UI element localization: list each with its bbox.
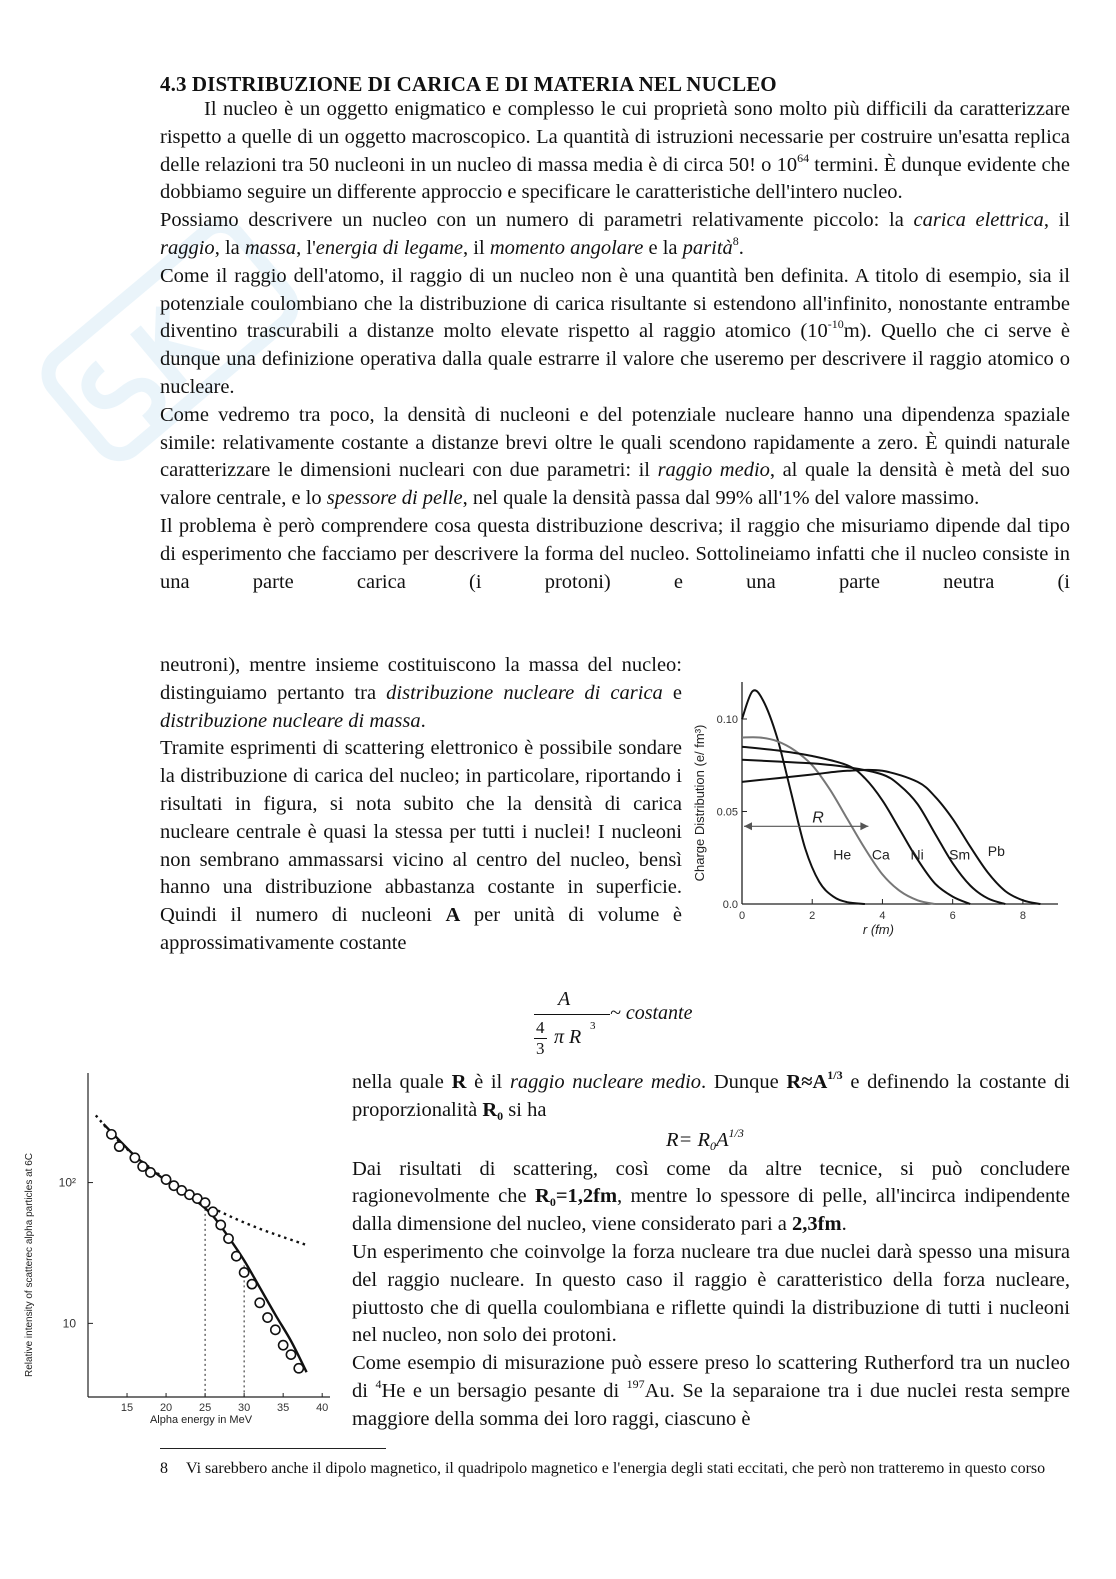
- formula-numerator: A: [558, 988, 571, 1010]
- x-axis-label: Alpha energy in MeV: [149, 1414, 253, 1426]
- charge-distribution-chart: [686, 672, 1076, 944]
- x-tick-label: 25: [198, 1402, 212, 1414]
- x-tick-label: 8: [1019, 910, 1026, 922]
- radius-label: R: [812, 809, 824, 827]
- x-tick-label: 35: [277, 1402, 290, 1414]
- footnote-ref[interactable]: 8: [732, 233, 739, 248]
- paragraph-3: Come il raggio dell'atomo, il raggio di un nucleo non è una quantità ben definita. A titolo di esempio, sia il potenziale coulombiano che la distribuzione di carica risultante si estendono all'infinito, nonostante entrambe diventino trascurabili a distanze molto elevate rispetto al raggio atomico $(10^{-10}m)$. Quello che ci serve è dunque una definizione operativa dalla quale estrarre il valore che useremo per descrivere il raggio atomico o nucleare.: [160, 264, 1070, 398]
- x-tick-label: 30: [238, 1402, 251, 1414]
- x-tick-label: 20: [159, 1402, 173, 1414]
- data-point: [161, 1175, 170, 1184]
- x-tick-label: 15: [120, 1402, 134, 1414]
- radius-arrowhead-right: [860, 822, 868, 830]
- formula-radius: $R= R_0A^{1/3}$: [666, 1125, 744, 1153]
- x-tick-label: 2: [809, 910, 816, 922]
- paragraph-10: Come esempio di misurazione può essere preso lo scattering Rutherford tra un nucleo di $^4$He e un bersagio pesante di $^{197}$Au. Se la separaione tra i due nuclei resta sempre maggiore della somma dei loro raggi, ciascuno è: [352, 1352, 1070, 1430]
- data-point: [263, 1313, 272, 1322]
- x-tick-label: 0: [738, 910, 746, 922]
- section-heading: 4.3 DISTRIBUZIONE DI CARICA E DI MATERIA NEL NUCLEO: [160, 72, 777, 96]
- data-point: [286, 1350, 295, 1359]
- data-point: [208, 1207, 217, 1216]
- text-block-left: [160, 652, 682, 958]
- y-axis-label: Relative intensity of scatterec alpha particles at 6C: [24, 1153, 35, 1377]
- series-line-he: [742, 690, 865, 904]
- data-point: [294, 1364, 303, 1373]
- formula-frac-den: 3: [536, 1039, 545, 1058]
- paragraph-6: Tramite esprimenti di scattering elettronico è possibile sondare la distribuzione di carica del nucleo; in particolare, riportando i risultati in figura, si nota subito che la densità di carica nucleare centrale è quasi la stessa per tutti i nuclei! I nucleoni non sembrano ammassarsi vicino al centro del nucleo, bensì hanno una distribuzione abbastanza costante in superficie. Quindi il numero di nucleoni A per unità di volume è approssimativamente costante: [160, 737, 682, 954]
- data-point: [224, 1234, 233, 1243]
- data-point: [240, 1268, 249, 1277]
- y-axis-label: Charge Distribution (e/ fm³): [692, 724, 707, 882]
- legend-label-pb: Pb: [987, 842, 1005, 859]
- footnote-number: 8: [160, 1460, 168, 1477]
- series-line-coulomb: [96, 1115, 307, 1245]
- legend-label-sm: Sm: [949, 846, 971, 863]
- alpha-scattering-chart: [18, 1065, 348, 1440]
- text-block-right: [352, 1069, 1070, 1434]
- data-point: [271, 1325, 280, 1334]
- formula-rhs: ~ costante: [610, 1002, 693, 1024]
- footnote-text: Vi sarebbero anche il dipolo magnetico, il quadripolo magnetico e l'energia degli stati eccitati, che però non tratteremo in questo corso: [186, 1460, 1046, 1477]
- paragraph-8: Dai risultati di scattering, così come da altre tecnice, si può concludere ragionevolmente che $R_0=1,2fm$, mentre lo spessore di pelle, all'incirca indipendente dalla dimensione del nucleo, viene considerato pari a 2,3fm.: [352, 1157, 1070, 1236]
- y-tick-label: 0.10: [716, 714, 738, 726]
- legend-label-he: He: [833, 846, 852, 863]
- formula-exp: 3: [590, 1020, 596, 1032]
- data-point: [216, 1220, 225, 1229]
- formula-pi-r: π R: [554, 1026, 582, 1048]
- data-point: [247, 1280, 256, 1289]
- data-point: [130, 1153, 139, 1162]
- paragraph-1: Il nucleo è un oggetto enigmatico e complesso le cui proprietà sono molto più difficili da caratterizzare rispetto a quelle di un oggetto macroscopico. La quantità di istruzioni necessarie per costruire un'esatta replica delle relazioni tra 50 nucleoni in un nucleo di massa media è di circa 50! o $10^{64}$ termini. È dunque evidente che dobbiamo seguire un differente approccio e specificare le caratteristiche dell'intero nucleo.: [160, 98, 1070, 204]
- y-tick-label: 10²: [58, 1175, 76, 1190]
- x-axis-label: r (fm): [862, 922, 894, 937]
- data-point: [279, 1341, 288, 1350]
- paragraph-5: Il problema è però comprendere cosa questa distribuzione descriva; il raggio che misuriamo dipende dal tipo di esperimento che facciamo per descrivere la forma del nucleo. Sottolineiamo infatti che il nucleo consiste in una parte carica (i protoni) e una parte neutra (i: [160, 514, 1070, 593]
- y-tick-label: 10: [62, 1316, 76, 1331]
- legend-label-ca: Ca: [871, 846, 890, 863]
- formula-frac-num: 4: [536, 1018, 545, 1037]
- x-tick-label: 6: [949, 910, 956, 922]
- x-tick-label: 40: [316, 1402, 329, 1414]
- radius-arrowhead-left: [744, 822, 752, 830]
- data-point: [232, 1252, 241, 1261]
- paragraph-4: Come vedremo tra poco, la densità di nucleoni e del potenziale nucleare hanno una dipendenza spaziale simile: relativamente costante a distanze brevi oltre le quali scendono rapidamente a zero. È quindi naturale caratterizzare le dimensioni nucleari con due parametri: il raggio medio, al quale la densità è metà del suo valore centrale, e lo spessore di pelle, nel quale la densità passa dal 99% all'1% del valore massimo.: [160, 403, 1070, 510]
- data-point: [107, 1130, 116, 1139]
- paragraph-5-cont: neutroni), mentre insieme costituiscono la massa del nucleo: distinguiamo pertanto tra distribuzione nucleare di carica e distribuzione nucleare di massa.: [160, 654, 683, 732]
- data-point: [146, 1168, 155, 1177]
- paragraph-2: Possiamo descrivere un nucleo con un numero di parametri relativamente piccolo: la carica elettrica, il raggio, la massa, l'energia di legame, il momento angolare e la parità$^8$.: [160, 209, 1070, 259]
- text-block-top: [160, 96, 1070, 596]
- footnote-divider: [160, 1448, 386, 1449]
- data-point: [200, 1198, 209, 1207]
- footnote: [160, 1458, 1070, 1480]
- data-point: [255, 1298, 264, 1307]
- paragraph-9: Un esperimento che coinvolge la forza nucleare tra due nuclei darà spesso una misura del raggio nucleare. In questo caso il raggio è caratteristico della forza nucleare, piuttosto che di quella coulombiana e riflette quindi la distribuzione di tutti i nucleoni nel nucleo, non solo dei protoni.: [352, 1240, 1070, 1347]
- formula-density: [530, 988, 710, 1068]
- data-point: [115, 1142, 124, 1151]
- x-tick-label: 4: [879, 910, 886, 922]
- y-tick-label: 0.05: [716, 806, 738, 819]
- y-tick-label: 0.0: [722, 899, 738, 911]
- paragraph-7: nella quale R è il raggio nucleare medio. Dunque $R\approx A^{1/3}$ e definendo la costante di proporzionalità $R_0$ si ha: [352, 1068, 1071, 1123]
- legend-label-ni: Ni: [910, 846, 924, 863]
- series-line-sm: [742, 760, 1005, 904]
